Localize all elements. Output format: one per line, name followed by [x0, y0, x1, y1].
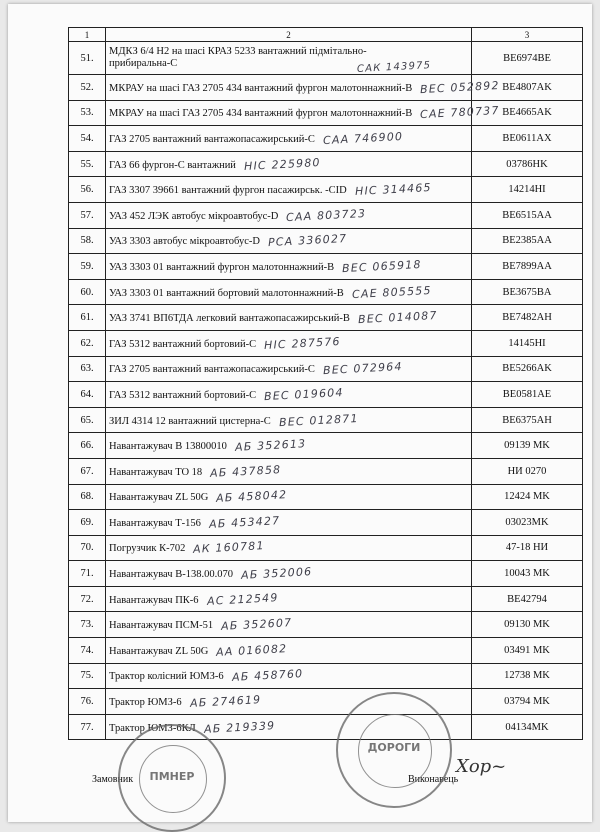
- vehicle-name-cell: [106, 126, 472, 152]
- vehicle-name-cell: [106, 305, 472, 331]
- table-row: [69, 177, 583, 203]
- registration-number: BE2385AA: [472, 228, 583, 254]
- vehicle-name: МКРАУ на шасі ГАЗ 2705 434 вантажний фургон малотоннажний-В: [109, 82, 413, 94]
- row-number: 63.: [69, 356, 106, 382]
- row-number: 73.: [69, 612, 106, 638]
- row-number: 60.: [69, 279, 106, 305]
- vehicle-name: Навантажувач Т-156: [109, 517, 201, 529]
- vehicle-name: УАЗ 3303 автобус мікроавтобус-D: [109, 236, 260, 248]
- vehicle-name-cell: [106, 75, 501, 101]
- vehicle-name: Погрузчик К-702: [109, 543, 186, 555]
- registration-number: BE6974BE: [472, 42, 583, 75]
- vehicle-name: Трактор колісний ЮМЗ-6: [109, 671, 224, 683]
- vehicle-name-cell: [106, 561, 472, 587]
- vehicle-name: УАЗ 3741 ВП6ТДА легковий вантажопасажирський-В: [109, 313, 350, 325]
- registration-number: 12738 MK: [472, 663, 583, 689]
- handwritten-serial: САК 143975: [356, 60, 432, 75]
- handwritten-serial: САЕ 780737: [419, 104, 501, 122]
- row-number: 71.: [69, 561, 106, 587]
- vehicle-name: ГАЗ 66 фургон-С вантажний: [109, 159, 236, 171]
- seal-text: ПМНЕР: [149, 769, 195, 783]
- row-number: 58.: [69, 228, 106, 254]
- vehicle-name-cell: [106, 484, 472, 510]
- contractor-label: Виконавець: [408, 774, 459, 785]
- row-number: 66.: [69, 433, 106, 459]
- table-row: [69, 458, 583, 484]
- row-number: 76.: [69, 689, 106, 715]
- registration-number: BE4665AK: [472, 100, 583, 126]
- registration-number: 10043 MK: [472, 561, 583, 587]
- vehicle-name: Навантажувач ПК-6: [109, 594, 199, 606]
- handwritten-serial: САА 803723: [286, 206, 367, 224]
- vehicle-name: ГАЗ 5312 вантажний бортовий-С: [109, 338, 257, 350]
- registration-number: 14214HI: [472, 177, 583, 203]
- row-number: 61.: [69, 305, 106, 331]
- row-number: 62.: [69, 330, 106, 356]
- vehicle-name: Навантажувач ТО 18: [109, 466, 203, 478]
- vehicle-name: Трактор ЮМЗ-6: [109, 697, 182, 709]
- vehicle-name-line: МДКЗ 6/4 Н2 на шасі КРАЗ 5233 вантажний підмітально-: [109, 46, 367, 57]
- registration-number: 03491 MK: [472, 638, 583, 664]
- table-row: [69, 689, 583, 715]
- table-row: [69, 612, 583, 638]
- registration-number: НИ 0270: [472, 458, 583, 484]
- handwritten-serial: АС 212549: [206, 590, 279, 608]
- registration-number: 09139 MK: [472, 433, 583, 459]
- table-row: [69, 586, 583, 612]
- vehicle-name: Навантажувач ПСМ-51: [109, 620, 214, 632]
- column-number: 1: [69, 28, 106, 42]
- table-row: [69, 407, 583, 433]
- vehicle-name: Навантажувач В-138.00.070: [109, 569, 233, 581]
- registration-number: 09130 MK: [472, 612, 583, 638]
- vehicle-name-cell: [106, 458, 472, 484]
- contractor-seal: [336, 692, 452, 808]
- row-number: 67.: [69, 458, 106, 484]
- vehicle-table: [68, 27, 583, 740]
- vehicle-name-cell: [106, 254, 472, 280]
- vehicle-name: Навантажувач В 13800010: [109, 441, 227, 453]
- handwritten-serial: ВЕС 052892: [419, 78, 501, 96]
- vehicle-name: Навантажувач ZL 50G: [109, 645, 209, 657]
- handwritten-serial: САЕ 805555: [351, 283, 432, 301]
- table-row: [69, 228, 583, 254]
- table-body: [69, 42, 583, 740]
- row-number: 52.: [69, 75, 106, 101]
- row-number: 56.: [69, 177, 106, 203]
- vehicle-name: ГАЗ 2705 вантажний вантажопасажирський-С: [109, 133, 315, 145]
- vehicle-name-cell: [106, 42, 472, 75]
- registration-number: 12424 MK: [472, 484, 583, 510]
- registration-number: BE3675BA: [472, 279, 583, 305]
- handwritten-serial: НІС 314465: [354, 181, 432, 199]
- row-number: 64.: [69, 382, 106, 408]
- table-row: [69, 305, 583, 331]
- handwritten-serial: АБ 458760: [231, 667, 304, 685]
- handwritten-serial: ВЕС 012871: [278, 411, 359, 429]
- handwritten-serial: ВЕС 019604: [263, 385, 345, 403]
- vehicle-name-cell: [106, 330, 472, 356]
- table-row: [69, 330, 583, 356]
- handwritten-serial: САА 746900: [322, 129, 404, 148]
- registration-number: BE42794: [472, 586, 583, 612]
- vehicle-name-cell: [106, 382, 472, 408]
- vehicle-name-cell: [106, 279, 472, 305]
- vehicle-name: Навантажувач ZL 50G: [109, 492, 209, 504]
- handwritten-serial: АК 160781: [193, 539, 266, 557]
- row-number: 65.: [69, 407, 106, 433]
- table-row: [69, 151, 583, 177]
- table-row: [69, 535, 583, 561]
- table-row: [69, 484, 583, 510]
- row-number: 51.: [69, 42, 106, 75]
- vehicle-name: УАЗ 3303 01 вантажний фургон малотоннажний-В: [109, 261, 335, 273]
- vehicle-name-cell: [106, 202, 472, 228]
- handwritten-serial: ВЕС 065918: [341, 257, 423, 276]
- handwritten-serial: АБ 352613: [234, 437, 307, 454]
- row-number: 54.: [69, 126, 106, 152]
- registration-number: BE4807AK: [472, 75, 583, 101]
- registration-number: BE0581AE: [472, 382, 583, 408]
- vehicle-name: ГАЗ 3307 39661 вантажний фургон пасажирськ. -СID: [109, 185, 347, 197]
- handwritten-serial: АБ 352006: [240, 565, 313, 582]
- row-number: 55.: [69, 151, 106, 177]
- vehicle-name-cell: [106, 228, 472, 254]
- handwritten-serial: ВЕС 072964: [322, 360, 403, 378]
- handwritten-serial: НІС 287576: [263, 334, 342, 352]
- seal-text: ДОРОГИ: [367, 741, 421, 755]
- vehicle-name-cell: [106, 638, 472, 664]
- vehicle-name-cell: [106, 407, 472, 433]
- row-number: 68.: [69, 484, 106, 510]
- customer-label: Замовник: [92, 774, 134, 785]
- handwritten-serial: РСА 336027: [267, 232, 348, 250]
- registration-number: BE7899AA: [472, 254, 583, 280]
- vehicle-name: УАЗ 3303 01 вантажний бортовий малотоннажний-В: [109, 287, 344, 299]
- handwritten-serial: АБ 219339: [203, 718, 276, 736]
- handwritten-serial: ВЕС 014087: [357, 309, 438, 327]
- table-row: [69, 254, 583, 280]
- registration-number: 03794 MK: [472, 689, 583, 715]
- vehicle-name-cell: [106, 177, 472, 203]
- customer-seal: [118, 724, 226, 832]
- vehicle-name-cell: [106, 356, 472, 382]
- row-number: 70.: [69, 535, 106, 561]
- column-number: 2: [106, 28, 472, 42]
- handwritten-serial: АБ 458042: [216, 488, 288, 506]
- row-number: 74.: [69, 638, 106, 664]
- vehicle-name-cell: [106, 510, 472, 536]
- registration-number: 03786HK: [472, 151, 583, 177]
- vehicle-name: МКРАУ на шасі ГАЗ 2705 434 вантажний фургон малотоннажний-В: [109, 108, 413, 120]
- row-number: 57.: [69, 202, 106, 228]
- vehicle-name-cell: [106, 535, 472, 561]
- handwritten-serial: АА 016082: [216, 642, 288, 659]
- vehicle-name-cell: [106, 433, 472, 459]
- registration-number: BE7482AH: [472, 305, 583, 331]
- vehicle-name-cell: [106, 586, 472, 612]
- table-row: [69, 382, 583, 408]
- handwritten-serial: АБ 437858: [209, 462, 282, 480]
- vehicle-name-cell: [106, 151, 472, 177]
- column-number: 3: [472, 28, 583, 42]
- row-number: 75.: [69, 663, 106, 689]
- vehicle-name-line: прибиральна-С: [109, 58, 178, 69]
- vehicle-name: ГАЗ 5312 вантажний бортовий-С: [109, 389, 257, 401]
- row-number: 69.: [69, 510, 106, 536]
- registration-number: BE6515AA: [472, 202, 583, 228]
- row-number: 77.: [69, 714, 106, 740]
- handwritten-serial: НІС 225980: [243, 155, 321, 173]
- handwritten-serial: АБ 352607: [220, 616, 293, 634]
- registration-number: 14145HI: [472, 330, 583, 356]
- table-row: [69, 75, 583, 101]
- vehicle-name: ГАЗ 2705 вантажний вантажопасажирський-С: [109, 364, 315, 376]
- column-number-row: [69, 28, 583, 42]
- document-page: [8, 4, 592, 822]
- vehicle-name: Трактор ЮМЗ-6КЛ: [109, 722, 196, 734]
- table-row: [69, 638, 583, 664]
- table-row: [69, 279, 583, 305]
- table-row: [69, 100, 583, 126]
- table-row: [69, 126, 583, 152]
- table-row: [69, 433, 583, 459]
- vehicle-name: ЗИЛ 4314 12 вантажний цистерна-С: [109, 415, 271, 427]
- table-row: [69, 42, 583, 75]
- registration-number: 03023MK: [472, 510, 583, 536]
- table-row: [69, 561, 583, 587]
- vehicle-name: УАЗ 452 ЛЭК автобус мікроавтобус-D: [109, 210, 279, 222]
- handwritten-serial: АБ 274619: [189, 693, 262, 710]
- registration-number: BE5266AK: [472, 356, 583, 382]
- table-row: [69, 510, 583, 536]
- table-row: [69, 356, 583, 382]
- row-number: 72.: [69, 586, 106, 612]
- registration-number: 47-18 НИ: [472, 535, 583, 561]
- row-number: 59.: [69, 254, 106, 280]
- registration-number: 04134MK: [472, 714, 583, 740]
- row-number: 53.: [69, 100, 106, 126]
- registration-number: BE6375AH: [472, 407, 583, 433]
- vehicle-name-cell: [106, 100, 501, 126]
- vehicle-name-cell: [106, 663, 472, 689]
- signature: Хор~: [456, 756, 507, 777]
- table-row: [69, 202, 583, 228]
- table-row: [69, 663, 583, 689]
- vehicle-name-cell: [106, 612, 472, 638]
- registration-number: BE0611AX: [472, 126, 583, 152]
- handwritten-serial: АБ 453427: [208, 514, 281, 531]
